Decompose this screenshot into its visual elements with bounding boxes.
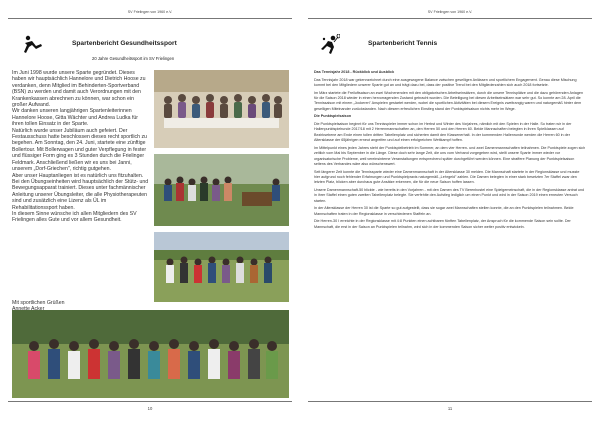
group-photo-large — [12, 310, 289, 398]
gymnastics-icon — [22, 34, 44, 56]
paragraph: Wir danken unseren langjährigen Spartenleiterinnen Hannelore Hoose, Gitta Wächter und Andrea Ludka für ihren tollen Einsatz in der Sparte. — [12, 108, 139, 128]
page-number: 11 — [447, 406, 453, 411]
section-heading: Das Tennisjahr 2018 - Rückblick und Ausblick — [314, 70, 395, 74]
paragraph: Im März startete die Freiluftsaison an zwei Wochenenden mit den obligatorischen Arbeitseinsätzen, durch die unsere Tennisplätze und die dazu gehörenden Anlagen für die Saison 2018 wieder in einen hervorragenden Zustand gebracht wurden. Die Beteiligung bei diesen Arbeitseinsätzen war sehr gut. So konnte am 28. April die Tennissaison mit einem „Jockeren" Anspielen gestartet werden, wobei die sportlichen Aktivitäten bei diesem Ereignis zweitrangig waren und naturgemäß hinter dem geselligen Miteinander zurückstanden. Nach diesem erfreulichen Einstieg stand der Punktspielsaison nichts mehr im Wege. — [314, 90, 584, 111]
page-number: 10 — [147, 406, 153, 411]
signoff-greeting: Mit sportlichen Grüßen — [12, 300, 65, 306]
header-rule — [308, 18, 592, 19]
paragraph: Aber unser Hauptanliegen ist es natürlich uns fitzuhalten. Bei den Übungseinheiten wird hauptsächlich der Stütz- und Bewegungsapparat trainiert. Dieses unter fachmännischer Anleitung unserer Übungsleiter, die alle Physiotherapeuten sind und zusätzlich eine Lizenz als ÜL im Rehabilitationssport haben. — [12, 172, 149, 211]
page-title: Spartenbericht Tennis — [368, 40, 438, 47]
article-body — [12, 70, 149, 224]
paragraph: Seit längerer Zeit konnte die Tennissparte wieder eine Damenmannschaft in der Altersklasse 30 melden. Die Mannschaft startete in der Regionsklasse und musste hier aufgrund noch fehlender Erfahrungen und Punktspielpraxis naturgemäß „Lehrgeld" zahlen. Die Damen belegten in einer stark besetzten 7er Staffel zwar den letzten Platz, blicken aber durchaus gute Ansätze erkennen, die für die neue Saison hoffen lassen. — [314, 169, 580, 185]
running-header: SV Frielingen von 1960 e.V. — [427, 10, 473, 14]
right-page — [304, 0, 596, 424]
paragraph: Natürlich wurde unser Jubiläum auch gefeiert. Der Festausschuss hatte beschlossen dieses recht sportlich zu begehen. Am Sonntag, den 24. Juni, startete eine zünftige Bollertour. Mit Bollerwagen und guter Verpflegung in fester und flüssiger Form ging es 3 Stunden durch die Frielinger Feldmark. Anschließend ließen wir es uns bei Janni, unserem „Dorf-Griechen", richtig gutgehen. — [12, 127, 147, 173]
paragraph: Das Tennisjahr 2018 war gekennzeichnet durch eine ausgewogene Balance zwischen geselligen Anlässen und sportlichem Engagement. Genau diese Mischung kommt bei den Mitgliedern unserer Sparte gut an und trägt dazu bei, dass der positive Trend bei den Mitgliederzahlen sich auch 2018 fortsetzte. — [314, 77, 577, 87]
group-photo-restaurant — [154, 70, 289, 148]
section-heading: Die Punktspielsaison — [314, 114, 352, 119]
paragraph: Im Juni 1998 wurde unsere Sparte gegründet. Dieses haben wir hauptsächlich Hannelore und Dietrich Hoose zu verdanken, denn Mitglied im Behinderten-Sportverband (BSN) zu werden und damit auch Verordnungen mit den Krankenkassen abrechnen zu können, war schon ein großer Aufwand. — [12, 70, 146, 109]
footer-rule — [8, 401, 292, 402]
left-page — [4, 0, 296, 424]
group-photo-field — [154, 232, 289, 302]
tennis-icon — [318, 34, 340, 56]
paragraph: In diesem Sinne wünsche ich allen Mitgliedern des SV Frielingen alles Gute und vor allem Gesundheit. — [12, 210, 137, 224]
paragraph: Unsere Damenmannschaft-50 blickte - wie bereits in den Vorjahren - mit den Damen des TV Berenbostel eine Spielgemeinschaft, die in der Regionsklasse antrat und in ihrer Staffel einen guten zweiten Tabellenplatz belegte. Sie verfehlte den Aufstieg lediglich um einen Punkt und wird in der Saison 2019 einen erneuten Versuch starten. — [314, 188, 585, 203]
running-header: SV Frielingen von 1960 e.V. — [127, 10, 173, 14]
footer-rule — [308, 401, 592, 402]
paragraph: Die Herren-30 I erreichte in der Regionsklasse mit 4:8 Punkten einen achtbaren fünften Tabellenplatz, der Anspruch für die kommende Saison sein sollte. Der Mannschaft, die erst in der Saison an Punktspielen teilnahm, wird sich in der kommenden Saison sicher weiter positiv entwickeln. — [314, 219, 571, 229]
article-body — [314, 70, 586, 232]
page-subtitle: 20 Jahre Gesundheitssport im SV Frielingen — [92, 56, 175, 61]
header-rule — [8, 18, 292, 19]
paragraph: Im Mittelpunkt eines jeden Jahres steht der Punktspielbetrieb im Sommer, an dem vier Herren- und zwei Damenmannschaften teilnahmen. Die Punktspiele zogen sich zeitlich vom Mai bis September in die Länge. Diese doch sehr lange Zeit, die uns vom Verband vorgegeben wird, stellt unsere Sparte immer wieder vor organisatorische Probleme, weil vereinsinterne Veranstaltungen entsprechend später durchgeführt werden können. Eine straffere Planung der Punktspielsaison seitens des Verbandes wäre also wünschenswert. — [314, 145, 586, 167]
group-photo-outdoor — [154, 154, 289, 226]
page-title: Spartenbericht Gesundheitssport — [72, 40, 177, 47]
paragraph: Die Punktspielsaison beginnt für uns Tennisspieler immer schon im Herbst und Winter des Vorjahres, nämlich mit den Spielen in der Halle. So traten wir in der Hallenpunktspielrunde 2017/18 mit 2 Herrenmannschaften an, den Herren 50 und den Herren 60. Beide Mannschaften belegten in ihren Spielklassen auf Bezirksebene am Ende einen tollen dritten Tabellenplatz und sicherten damit den Klassenerhalt. In der kommenden Hallenrunde werden die Herren 60 in der Altersklasse der 65jährigen erneut angreifen und auf einen erfolgreichen Wettkampf hoffen. — [314, 122, 572, 143]
paragraph: In der Altersklasse der Herren 30 ist die Sparte so gut aufgestellt, dass sie sogar zwei Mannschaften stellen konnte, die an den Punktspielen teilnahmen. Beide Mannschaften traten in der Regionsklasse in verschiedenen Staffeln an. — [314, 206, 574, 216]
